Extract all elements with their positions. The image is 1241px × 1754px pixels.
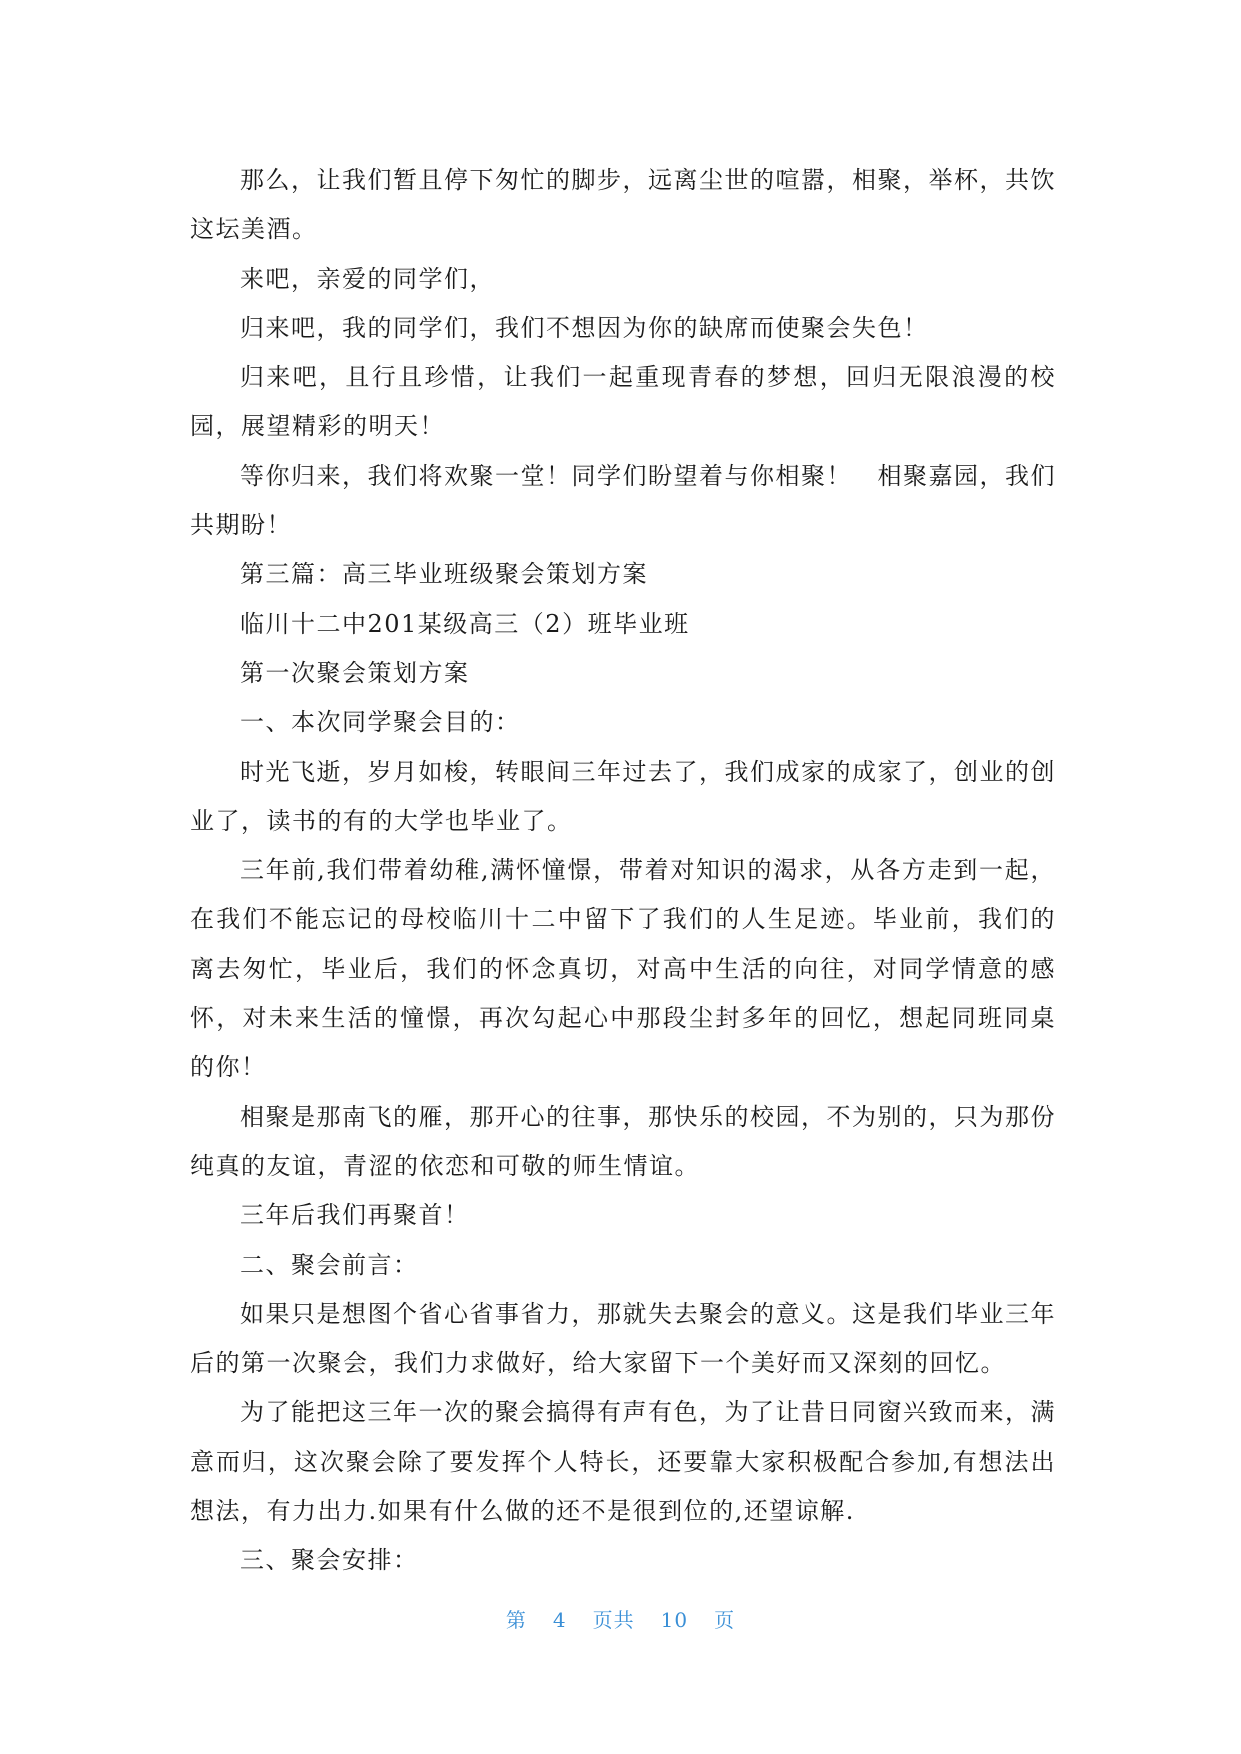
paragraph: 如果只是想图个省心省事省力，那就失去聚会的意义。这是我们毕业三年后的第一次聚会，我们力求做好，给大家留下一个美好而又深刻的回忆。: [190, 1299, 1056, 1378]
paragraph: 三年后我们再聚首！: [240, 1201, 470, 1230]
paragraph: 第一次聚会策划方案: [240, 658, 470, 687]
paragraph: 等你归来，我们将欢聚一堂！同学们盼望着与你相聚！ 相聚嘉园，我们共期盼！: [190, 461, 1056, 540]
paragraph: 时光飞逝，岁月如梭，转眼间三年过去了，我们成家的成家了，创业的创业了，读书的有的大学也毕业了。: [190, 757, 1056, 835]
section-heading: 三、聚会安排：: [240, 1546, 419, 1575]
section-heading: 一、本次同学聚会目的：: [240, 708, 521, 737]
total-pages-number: 10: [660, 1608, 689, 1632]
page-label-prefix: 第: [505, 1608, 527, 1632]
page-footer: [0, 1604, 1241, 1633]
paragraph: 三年前,我们带着幼稚,满怀憧憬，带着对知识的渴求，从各方走到一起，在我们不能忘记的母校临川十二中留下了我们的人生足迹。毕业前，我们的离去匆忙，毕业后，我们的怀念真切，对高中生活的向往，对同学情意的感怀，对未来生活的憧憬，再次勾起心中那段尘封多年的回忆，想起同班同桌的你！: [190, 856, 1056, 1082]
paragraph: 归来吧，且行且珍惜，让我们一起重现青春的梦想，回归无限浪漫的校园，展望精彩的明天！: [190, 363, 1056, 441]
section-heading: 第三篇：高三毕业班级聚会策划方案: [240, 560, 648, 589]
paragraph: 来吧，亲爱的同学们，: [240, 264, 495, 293]
section-heading: 二、聚会前言：: [240, 1250, 419, 1279]
document-body: [190, 156, 1056, 1586]
paragraph: 那么，让我们暂且停下匆忙的脚步，远离尘世的喧嚣，相聚，举杯，共饮这坛美酒。: [190, 166, 1056, 244]
paragraph: 临川十二中201某级高三（2）班毕业班: [240, 609, 690, 638]
page-label-suffix: 页: [714, 1608, 736, 1632]
page-label-middle: 页共: [592, 1608, 635, 1632]
paragraph: 相聚是那南飞的雁，那开心的往事，那快乐的校园，不为别的，只为那份纯真的友谊，青涩的依恋和可敬的师生情谊。: [190, 1102, 1056, 1180]
current-page-number: 4: [552, 1608, 567, 1632]
paragraph: 为了能把这三年一次的聚会搞得有声有色，为了让昔日同窗兴致而来，满意而归，这次聚会除了要发挥个人特长，还要靠大家积极配合参加,有想法出想法，有力出力.如果有什么做的还不是很到位的,还望谅解.: [190, 1398, 1056, 1526]
paragraph: 归来吧，我的同学们，我们不想因为你的缺席而使聚会失色！: [240, 313, 929, 342]
